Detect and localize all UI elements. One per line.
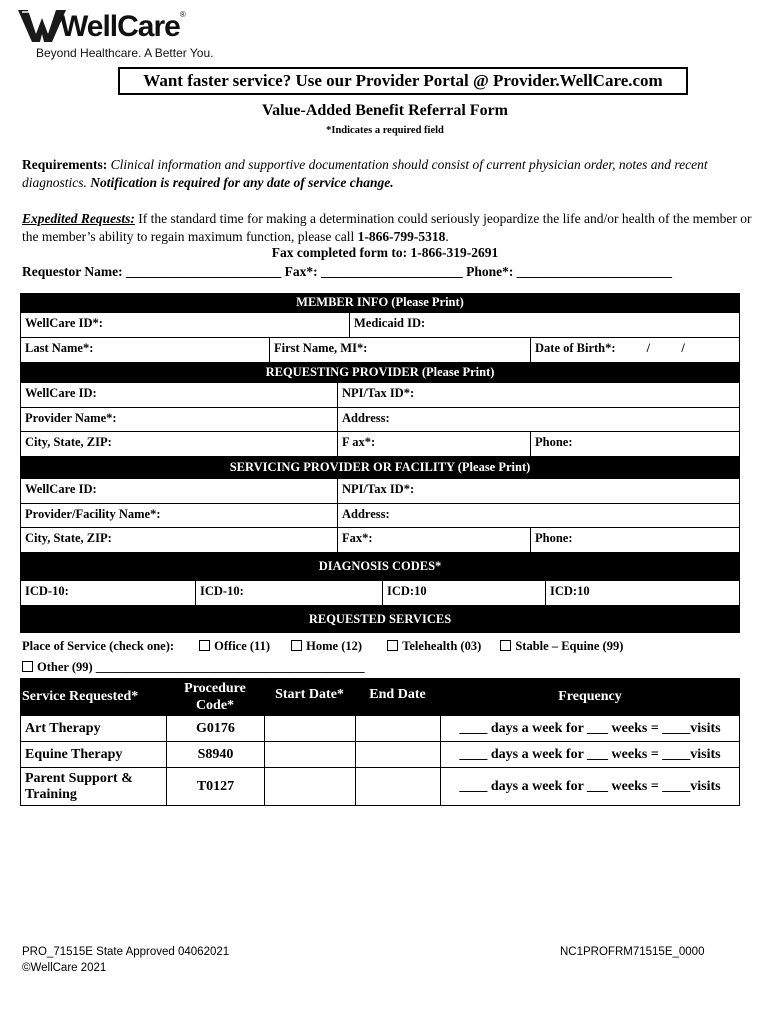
pos-option-label: Stable – Equine (99) xyxy=(515,639,624,653)
icd-10-field-2[interactable]: ICD-10: xyxy=(195,580,383,606)
checkbox-icon[interactable] xyxy=(199,640,210,651)
col-service-requested: Service Requested* xyxy=(20,678,166,715)
svc-provider-address-field[interactable]: Address: xyxy=(337,503,740,528)
svc-provider-fax-field[interactable]: Fax*: xyxy=(337,527,531,553)
pos-option-other[interactable] xyxy=(22,660,365,675)
checkbox-icon[interactable] xyxy=(22,661,33,672)
footer-form-id: NC1PROFRM71515E_0000 xyxy=(560,946,705,958)
start-date-field[interactable] xyxy=(264,741,356,768)
col-start-date: Start Date* xyxy=(264,678,355,715)
pos-option-home[interactable] xyxy=(291,639,362,653)
col-frequency: Frequency xyxy=(440,678,740,715)
pos-option-label: Home (12) xyxy=(306,639,363,653)
expedited-paragraph xyxy=(22,210,752,246)
expedited-end: . xyxy=(445,229,449,244)
service-name-cell: Parent Support & Training xyxy=(20,767,167,806)
requirements-text: Clinical information and supportive documentation should consist of current physician order, notes and recent diagnostics. xyxy=(22,157,708,190)
service-name-cell: Art Therapy xyxy=(20,715,167,742)
start-date-field[interactable] xyxy=(264,767,356,806)
logo-tagline: Beyond Healthcare. A Better You. xyxy=(36,46,214,60)
checkbox-icon[interactable] xyxy=(291,640,302,651)
req-provider-city-field[interactable]: City, State, ZIP: xyxy=(20,431,338,457)
requestor-line xyxy=(22,264,752,280)
col-procedure-code: Procedure Code* xyxy=(166,678,264,715)
requestor-fax-field[interactable]: Fax*: _____________________ xyxy=(284,264,463,279)
svc-provider-wellcare-id-field[interactable]: WellCare ID: xyxy=(20,478,338,504)
footer-approval: PRO_71515E State Approved 04062021 xyxy=(22,946,230,958)
wellcare-logo xyxy=(18,8,228,64)
requirements-paragraph xyxy=(22,156,752,192)
service-name-cell: Equine Therapy xyxy=(20,741,167,768)
requested-services-header: REQUESTED SERVICES xyxy=(20,606,740,633)
place-of-service-row xyxy=(22,639,623,654)
member-last-name-field[interactable]: Last Name*: xyxy=(20,337,270,363)
req-provider-npi-field[interactable]: NPI/Tax ID*: xyxy=(337,382,740,408)
procedure-code-cell: G0176 xyxy=(166,715,265,742)
svc-provider-phone-field[interactable]: Phone: xyxy=(530,527,740,553)
col-end-date: End Date xyxy=(355,678,440,715)
end-date-field[interactable] xyxy=(355,767,441,806)
pos-option-stable-equine[interactable] xyxy=(500,639,623,653)
procedure-code-cell: T0127 xyxy=(166,767,265,806)
procedure-code-cell: S8940 xyxy=(166,741,265,768)
req-provider-phone-field[interactable]: Phone: xyxy=(530,431,740,457)
requesting-provider-header: REQUESTING PROVIDER (Please Print) xyxy=(20,363,740,382)
member-info-header: MEMBER INFO (Please Print) xyxy=(20,293,740,312)
fax-completed-line xyxy=(0,245,770,261)
checkbox-icon[interactable] xyxy=(387,640,398,651)
req-provider-fax-field[interactable]: F ax*: xyxy=(337,431,531,457)
portal-banner: Want faster service? Use our Provider Portal @ Provider.WellCare.com xyxy=(118,67,688,95)
end-date-field[interactable] xyxy=(355,741,441,768)
svc-provider-name-field[interactable]: Provider/Facility Name*: xyxy=(20,503,338,528)
member-wellcare-id-field[interactable]: WellCare ID*: xyxy=(20,312,350,338)
requirements-label: Requirements: xyxy=(22,157,108,172)
form-title: Value-Added Benefit Referral Form xyxy=(261,102,509,119)
member-first-name-field[interactable]: First Name, MI*: xyxy=(269,337,531,363)
checkbox-icon[interactable] xyxy=(500,640,511,651)
pos-option-label: Office (11) xyxy=(214,639,271,653)
requestor-phone-field[interactable]: Phone*: _______________________ xyxy=(466,264,672,279)
pos-option-office[interactable] xyxy=(199,639,270,653)
req-provider-wellcare-id-field[interactable]: WellCare ID: xyxy=(20,382,338,408)
svc-provider-npi-field[interactable]: NPI/Tax ID*: xyxy=(337,478,740,504)
dob-separators: / / xyxy=(646,341,685,355)
dob-label: Date of Birth*: xyxy=(535,341,616,355)
expedited-phone: 1-866-799-5318 xyxy=(357,229,446,244)
logo-wordmark: WellCare® xyxy=(60,10,185,43)
footer-left xyxy=(22,944,229,976)
frequency-field[interactable]: ____ days a week for ___ weeks = ____visits xyxy=(440,715,740,742)
icd-10-field-3[interactable]: ICD:10 xyxy=(382,580,546,606)
expedited-label: Expedited Requests: xyxy=(22,211,135,226)
icd-10-field-1[interactable]: ICD-10: xyxy=(20,580,196,606)
icd-10-field-4[interactable]: ICD:10 xyxy=(545,580,740,606)
pos-other-label: Other (99) ___________________________________________ xyxy=(37,660,365,674)
pos-option-telehealth[interactable] xyxy=(387,639,481,653)
place-of-service-label: Place of Service (check one): xyxy=(22,639,175,653)
required-note: *Indicates a required field xyxy=(326,125,444,136)
member-medicaid-id-field[interactable]: Medicaid ID: xyxy=(349,312,740,338)
footer-copyright: ©WellCare 2021 xyxy=(22,962,107,974)
requestor-name-field[interactable]: Requestor Name: _______________________ xyxy=(22,264,282,279)
wellcare-w-mark-icon xyxy=(18,8,66,44)
svc-provider-city-field[interactable]: City, State, ZIP: xyxy=(20,527,338,553)
frequency-field[interactable]: ____ days a week for ___ weeks = ____visits xyxy=(440,767,740,806)
diagnosis-header: DIAGNOSIS CODES* xyxy=(20,553,740,580)
frequency-field[interactable]: ____ days a week for ___ weeks = ____visits xyxy=(440,741,740,768)
start-date-field[interactable] xyxy=(264,715,356,742)
end-date-field[interactable] xyxy=(355,715,441,742)
pos-option-label: Telehealth (03) xyxy=(402,639,482,653)
expedited-text: If the standard time for making a determination could seriously jeopardize the life and/or health of the member or the member’s ability to regain maximum function, please call xyxy=(22,211,752,244)
fax-line-label: Fax completed form to: xyxy=(271,245,408,260)
req-provider-name-field[interactable]: Provider Name*: xyxy=(20,407,338,432)
member-dob-field[interactable] xyxy=(530,337,740,363)
servicing-provider-header: SERVICING PROVIDER OR FACILITY (Please Print) xyxy=(20,457,740,478)
req-provider-address-field[interactable]: Address: xyxy=(337,407,740,432)
requirements-notice: Notification is required for any date of service change. xyxy=(90,175,394,190)
fax-line-number: 1-866-319-2691 xyxy=(410,245,499,260)
